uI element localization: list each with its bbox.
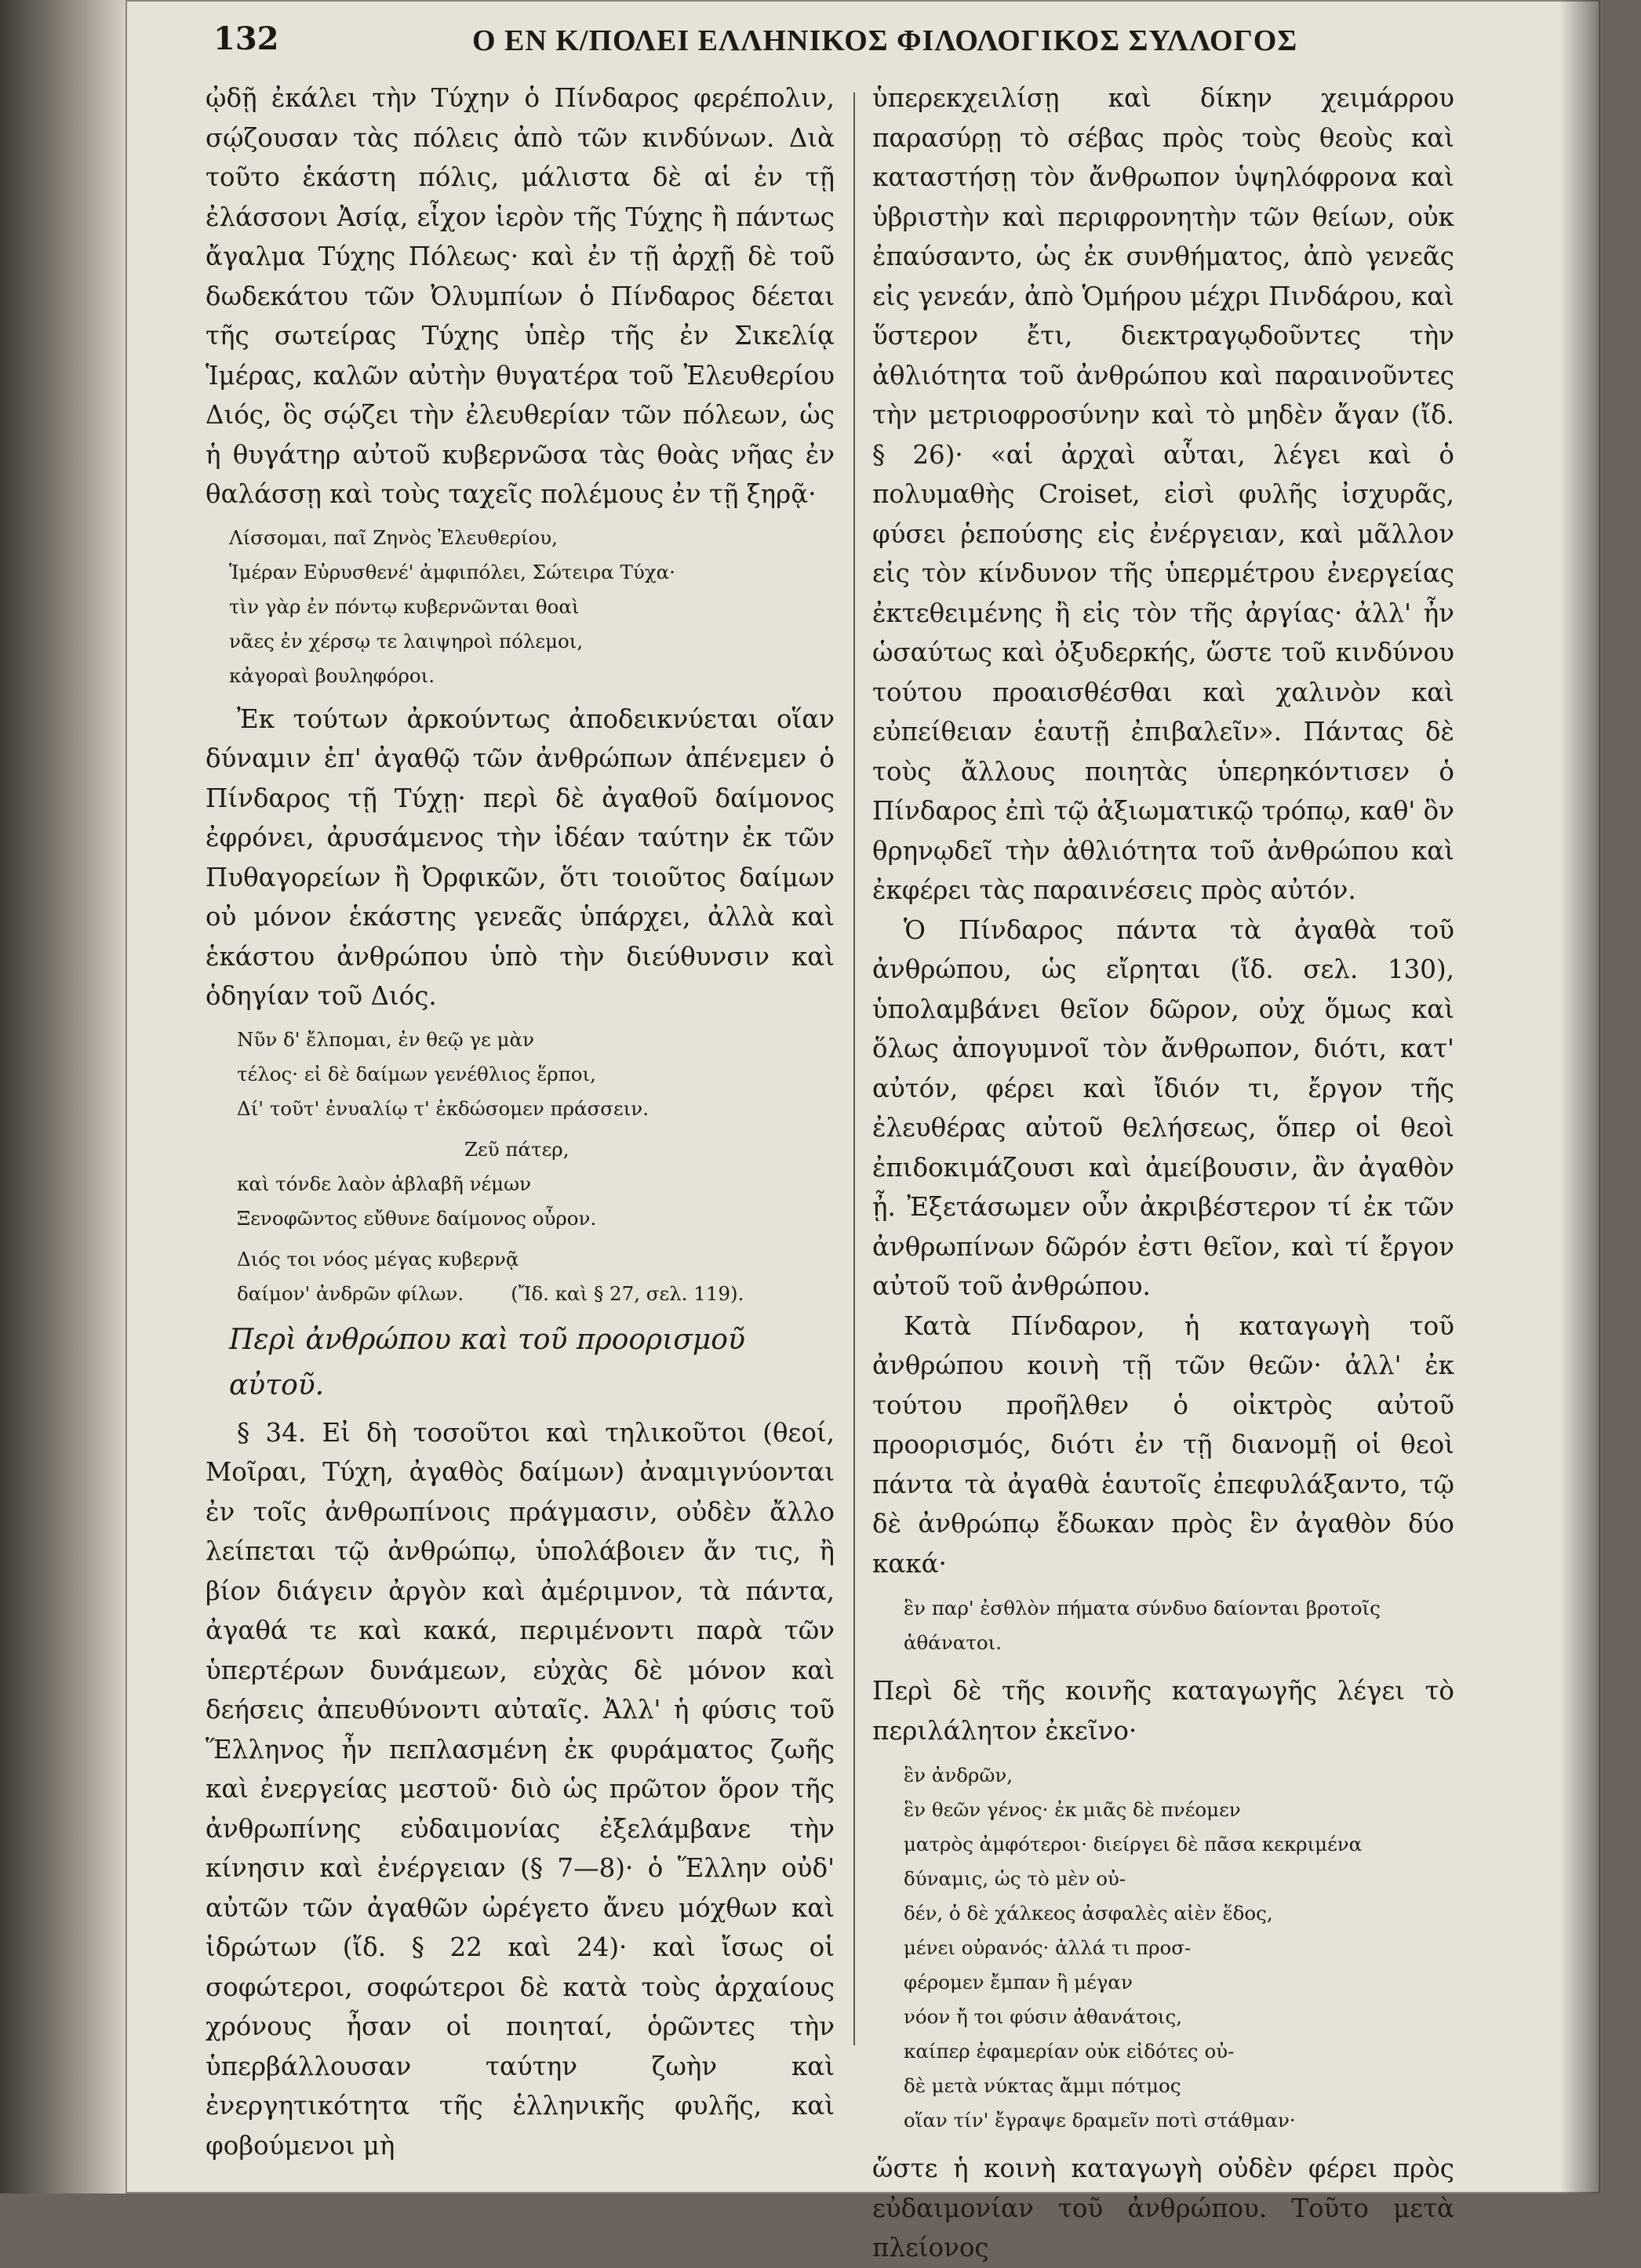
verse-line: νόον ἤ τοι φύσιν ἀθανάτοις, (904, 2005, 1182, 2028)
verse-line: κἀγοραὶ βουληφόροι. (229, 663, 435, 687)
verse-block (229, 521, 835, 693)
verse-line: ἓν παρ' ἐσθλὸν πήματα σύνδυο δαίονται βροτοῖς (904, 1597, 1381, 1619)
verse-line: φέρομεν ἔμπαν ἢ μέγαν (904, 1971, 1133, 1994)
paragraph: Περὶ δὲ τῆς κοινῆς καταγωγῆς λέγει τὸ περιλάλητον ἐκεῖνο· (872, 1676, 1454, 1746)
verse-line: δύναμις, ὡς τὸ μὲν οὐ- (904, 1867, 1126, 1890)
book-spine-shadow (0, 0, 126, 2193)
paragraph: ὥστε ἡ κοινὴ καταγωγὴ οὐδὲν φέρει πρὸς εὐδαιμονίαν τοῦ ἀνθρώπου. Τοῦτο μετὰ πλείονος (872, 2154, 1454, 2263)
page-edge-shadow (1559, 0, 1600, 2193)
verse-line: νᾶες ἐν χέρσῳ τε λαιψηροὶ πόλεμοι, (229, 629, 584, 652)
verse-block (237, 1132, 835, 1236)
verse-block (904, 1591, 1454, 1660)
right-column (872, 78, 1454, 2268)
left-column (206, 78, 835, 2165)
verse-line: δὲ μετὰ νύκτας ἄμμι πότμος (904, 2074, 1181, 2097)
paragraph: ὑπερεκχειλίσῃ καὶ δίκην χειμάρρου παρασύρῃ τὸ σέβας πρὸς τοὺς θεοὺς καὶ καταστήσῃ τὸν ἄνθρωπον ὑψηλόφρονα καὶ ὑβριστὴν καὶ περιφρονητὴν τῶν θείων, οὐκ ἐπαύσαντο, ὡς ἐκ συνθήματος, ἀπὸ γενεᾶς εἰς γενεάν, ἀπὸ Ὁμήρου μέχρι Πινδάρου, καὶ ὕστερον ἔτι, διεκτραγῳδοῦντες τὴν ἀθλιότητα τοῦ ἀνθρώπου καὶ παραινοῦντες τὴν μετριοφροσύνην καὶ τὸ μηδὲν ἄγαν (ἴδ. § 26)· «αἱ ἀρχαὶ αὗται, λέγει καὶ ὁ πολυμαθὴς Croiset, εἰσὶ φυλῆς ἰσχυρᾶς, φύσει ῥεπούσης εἰς ἐνέργειαν, καὶ μᾶλλον εἰς τὸν κίνδυνον τῆς ὑπερμέτρου ἐνεργείας ἐκτεθειμένης ἢ εἰς τὸν τῆς ἀργίας· ἀλλ' ἦν ὡσαύτως καὶ ὀξυδερκής, ὥστε τοῦ κινδύνου τούτου προαισθέσθαι καὶ χαλινὸν καὶ εὐπείθειαν ἑαυτῇ ἐπιβαλεῖν». Πάντας δὲ τοὺς ἄλλους ποιητὰς ὑπερηκόντισεν ὁ Πίνδαρος ἐπὶ τῷ ἀξιωματικῷ τρόπῳ, καθ' ὃν θρηνῳδεῖ τὴν ἀθλιότητα τοῦ ἀνθρώπου καὶ ἐκφέρει τὰς παραινέσεις πρὸς αὐτόν. (872, 83, 1454, 905)
page-number: 132 (213, 20, 279, 57)
verse-line: Ξενοφῶντος εὔθυνε δαίμονος οὖρον. (237, 1206, 597, 1230)
paragraph: Κατὰ Πίνδαρον, ἡ καταγωγὴ τοῦ ἀνθρώπου κοινὴ τῇ τῶν θεῶν· ἀλλ' ἐκ τούτου προῆλθεν ὁ οἰκτρὸς αὐτοῦ προορισμός, διότι ἐν τῇ διανομῇ οἱ θεοὶ πάντα τὰ ἀγαθὰ ἑαυτοῖς ἐπεφυλάξαντο, τῷ δὲ ἀνθρώπῳ ἔδωκαν πρὸς ἓν ἀγαθὸν δύο κακά· (872, 1310, 1454, 1579)
verse-line: Διός τοι νόος μέγας κυβερνᾷ (237, 1247, 519, 1270)
verse-line: καίπερ ἐφαμερίαν οὐκ εἰδότες οὐ- (904, 2040, 1235, 2063)
verse-line: τὶν γὰρ ἐν πόντῳ κυβερνῶνται θοαὶ (229, 594, 580, 618)
verse-text: δαίμον' ἀνδρῶν φίλων. (237, 1281, 464, 1305)
column-divider (853, 93, 855, 2045)
verse-line: ἓν θεῶν γένος· ἐκ μιᾶς δὲ πνέομεν (904, 1798, 1241, 1821)
paragraph: Ἐκ τούτων ἀρκούντως ἀποδεικνύεται οἵαν δύναμιν ἐπ' ἀγαθῷ τῶν ἀνθρώπων ἀπένεμεν ὁ Πίνδαρος τῇ Τύχῃ· περὶ δὲ ἀγαθοῦ δαίμονος ἐφρόνει, ἀρυσάμενος τὴν ἰδέαν ταύτην ἐκ τῶν Πυθαγορείων ἢ Ὀρφικῶν, ὅτι τοιοῦτος δαίμων οὐ μόνον ἑκάστης γενεᾶς ὑπάρχει, ἀλλὰ καὶ ἑκάστου ἀνθρώπου ὑπὸ τὴν διεύθυνσιν καὶ ὁδηγίαν τοῦ Διός. (206, 703, 835, 1011)
verse-line: ματρὸς ἀμφότεροι· διείργει δὲ πᾶσα κεκριμένα (904, 1833, 1363, 1855)
verse-line: οἵαν τίν' ἔγραψε δραμεῖν ποτὶ στάθμαν· (904, 2109, 1296, 2132)
verse-block (237, 1242, 835, 1311)
verse-line: ἓν ἀνδρῶν, (904, 1764, 1013, 1786)
verse-line: Νῦν δ' ἔλπομαι, ἐν θεῷ γε μὰν (237, 1027, 534, 1051)
verse-line: ἀθάνατοι. (904, 1631, 1002, 1654)
verse-line: καὶ τόνδε λαὸν ἀβλαβῆ νέμων (237, 1172, 531, 1195)
verse-line (237, 1277, 835, 1311)
page-header (213, 20, 1327, 67)
paragraph: § 34. Εἰ δὴ τοσοῦτοι καὶ τηλικοῦτοι (θεοί, Μοῖραι, Τύχη, ἀγαθὸς δαίμων) ἀναμιγνύονται ἐν τοῖς ἀνθρωπίνοις πράγμασιν, οὐδὲν ἄλλο λείπεται τῷ ἀνθρώπῳ, ὑπολάβοιεν ἄν τις, ἢ βίον διάγειν ἀργὸν καὶ ἀμέριμνον, τὰ πάντα, ἀγαθά τε καὶ κακά, περιμένοντι παρὰ τῶν ὑπερτέρων δυνάμεων, εὐχὰς δὲ μόνον καὶ δεήσεις ἀπευθύνοντι αὐταῖς. Ἀλλ' ἡ φύσις τοῦ Ἕλληνος ἦν πεπλασμένη ἐκ φυράματος ζωῆς καὶ ἐνεργείας μεστοῦ· διὸ ὡς πρῶτον ὅρον τῆς ἀνθρωπίνης εὐδαιμονίας ἐξελάμβανε τὴν κίνησιν καὶ ἐνέργειαν (§ 7—8)· ὁ Ἕλλην οὐδ' αὐτῶν τῶν ἀγαθῶν ὠρέγετο ἄνευ μόχθων καὶ ἱδρώτων (ἴδ. § 22 καὶ 24)· καὶ ἴσως οἱ σοφώτεροι, σοφώτεροι δὲ κατὰ τοὺς ἀρχαίους χρόνους ἦσαν οἱ ποιηταί, ὁρῶντες τὴν ὑπερβάλλουσαν ταύτην ζωὴν καὶ ἐνεργητικότητα τῆς ἑλληνικῆς φυλῆς, καὶ φοβούμενοι μὴ (206, 1417, 835, 2161)
verse-line: τέλος· εἰ δὲ δαίμων γενέθλιος ἕρποι, (237, 1062, 596, 1085)
running-title: Ο ΕΝ Κ/ΠΟΛΕΙ ΕΛΛΗΝΙΚΟΣ ΦΙΛΟΛΟΓΙΚΟΣ ΣΥΛΛΟΓΟΣ (472, 24, 1298, 57)
verse-line: Ζεῦ πάτερ, (464, 1137, 569, 1161)
verse-line: δέν, ὁ δὲ χάλκεος ἀσφαλὲς αἰὲν ἕδος, (904, 1902, 1273, 1925)
verse-block (904, 1758, 1454, 2138)
cross-reference: (Ἴδ. καὶ § 27, σελ. 119). (511, 1281, 744, 1305)
verse-line: Λίσσομαι, παῖ Ζηνὸς Ἐλευθερίου, (229, 525, 558, 549)
verse-line: μένει οὐρανός· ἀλλά τι προσ- (904, 1936, 1192, 1959)
paragraph: ᾠδῇ ἐκάλει τὴν Τύχην ὁ Πίνδαρος φερέπολιν, σῴζουσαν τὰς πόλεις ἀπὸ τῶν κινδύνων. Διὰ τοῦτο ἑκάστη πόλις, μάλιστα δὲ αἱ ἐν τῇ ἐλάσσονι Ἀσίᾳ, εἶχον ἱερὸν τῆς Τύχης ἢ πάντως ἄγαλμα Τύχης Πόλεως· καὶ ἐν τῇ ἀρχῇ δὲ τοῦ δωδεκάτου τῶν Ὀλυμπίων ὁ Πίνδαρος δέεται τῆς σωτείρας Τύχης ὑπὲρ τῆς ἐν Σικελίᾳ Ἱμέρας, καλῶν αὐτὴν θυγατέρα τοῦ Ἐλευθερίου Διός, ὃς σῴζει τὴν ἐλευθερίαν τῶν πόλεων, ὡς ἡ θυγάτηρ αὐτοῦ κυβερνῶσα τὰς θοὰς νῆας ἐν θαλάσσῃ καὶ τοὺς ταχεῖς πολέμους ἐν τῇ ξηρᾷ· (206, 83, 835, 509)
section-heading: Περὶ ἀνθρώπου καὶ τοῦ προορισμοῦ αὐτοῦ. (229, 1323, 745, 1401)
verse-line: Δί' τοῦτ' ἐνυαλίῳ τ' ἐκδώσομεν πράσσειν. (237, 1096, 649, 1120)
verse-block (237, 1023, 835, 1126)
paragraph: Ὁ Πίνδαρος πάντα τὰ ἀγαθὰ τοῦ ἀνθρώπου, ὡς εἴρηται (ἴδ. σελ. 130), ὑπολαμβάνει θεῖον δῶρον, οὐχ ὅμως καὶ ὅλως ἀπογυμνοῖ τὸν ἄνθρωπον, διότι, κατ' αὐτόν, φέρει καὶ ἴδιόν τι, ἔργον τῆς ἐλευθέρας αὐτοῦ θελήσεως, ὅπερ οἱ θεοὶ ἐπιδοκιμάζουσι καὶ ἀμείβουσιν, ἂν ἀγαθὸν ᾖ. Ἐξετάσωμεν οὖν ἀκριβέστερον τί ἐκ τῶν ἀνθρωπίνων δῶρόν ἐστι θεῖον, καὶ τί ἔργον αὐτοῦ τοῦ ἀνθρώπου. (872, 914, 1454, 1301)
verse-line: Ἱμέραν Εὐρυσθενέ' ἀμφιπόλει, Σώτειρα Τύχα· (229, 560, 675, 583)
